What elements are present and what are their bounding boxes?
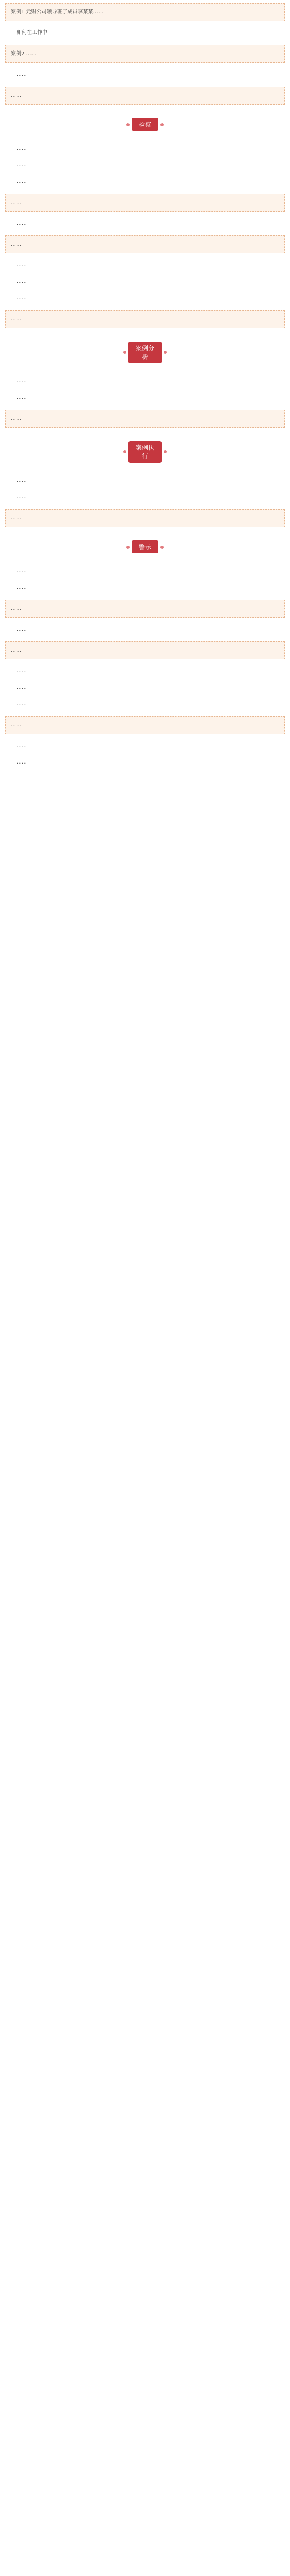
section-badge-label: 检察 xyxy=(132,118,158,131)
paragraph: …… xyxy=(17,568,27,574)
section-badge xyxy=(128,441,162,463)
section-badge-label: 警示 xyxy=(132,540,158,553)
paragraph: …… xyxy=(17,72,27,77)
paragraph: …… xyxy=(17,685,27,690)
section-badge xyxy=(128,118,162,131)
paragraph: 如何在工作中 xyxy=(17,30,47,36)
paragraph: …… xyxy=(17,494,27,500)
paragraph: …… xyxy=(17,221,27,226)
section-badge-label: 案例分析 xyxy=(128,342,162,363)
section-badge xyxy=(128,342,162,363)
paragraph: …… xyxy=(17,179,27,184)
paragraph: …… xyxy=(17,585,27,590)
paragraph: …… xyxy=(17,295,27,301)
case-box: …… xyxy=(5,509,285,527)
paragraph: …… xyxy=(17,262,27,268)
case-box: …… xyxy=(5,410,285,428)
case-box: …… xyxy=(5,716,285,734)
paragraph: …… xyxy=(17,759,27,765)
paragraph: …… xyxy=(17,279,27,284)
paragraph: …… xyxy=(17,701,27,707)
case-box: …… xyxy=(5,235,285,253)
case-box: 案例1 元财公司领导班子成员李某某…… xyxy=(5,3,285,21)
case-box: …… xyxy=(5,194,285,212)
paragraph: …… xyxy=(17,626,27,632)
paragraph: …… xyxy=(17,743,27,749)
case-box: …… xyxy=(5,600,285,618)
paragraph: …… xyxy=(17,478,27,483)
paragraph: …… xyxy=(17,668,27,674)
article xyxy=(0,3,290,767)
case-box: …… xyxy=(5,310,285,328)
paragraph: …… xyxy=(17,146,27,151)
case-box: …… xyxy=(5,87,285,105)
case-box: …… xyxy=(5,641,285,659)
paragraph: …… xyxy=(17,162,27,168)
case-box: 案例2 …… xyxy=(5,45,285,63)
section-badge-label: 案例执行 xyxy=(128,441,162,463)
paragraph: …… xyxy=(17,378,27,384)
section-badge xyxy=(128,540,162,553)
paragraph: …… xyxy=(17,395,27,400)
